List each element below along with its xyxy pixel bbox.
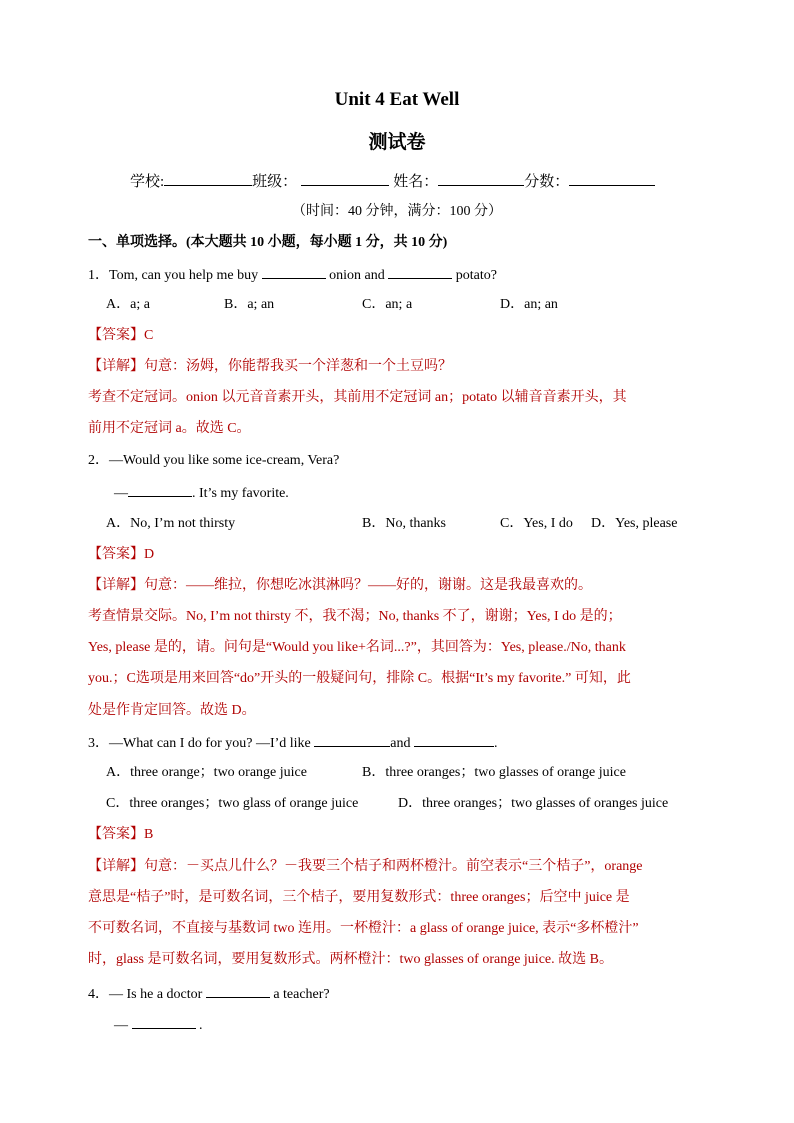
- q3-explain-line: 【详解】句意：－买点儿什么？－我要三个桔子和两杯橙汁。前空表示“三个桔子”，orange: [88, 859, 643, 874]
- q3-explain-line: 意思是“桔子”时，是可数名词，三个桔子，要用复数形式：three oranges；后空中 juice 是: [88, 890, 630, 905]
- q2-option-d[interactable]: D．Yes, please: [591, 516, 678, 531]
- q3-option-d[interactable]: D．three oranges；two glasses of oranges juice: [398, 796, 669, 811]
- question-2-stem: 2．—Would you like some ice-cream, Vera?: [88, 453, 340, 468]
- q1-explain-line: 考查不定冠词。onion 以元音音素开头，其前用不定冠词 an；potato 以辅音音素开头，其: [88, 390, 627, 405]
- q3-blank-1[interactable]: [314, 732, 390, 747]
- q3-explain-line: 时，glass 是可数名词，要用复数形式。两杯橙汁：two glasses of orange juice. 故选 B。: [88, 952, 613, 967]
- q1-option-d[interactable]: D．an; an: [500, 297, 558, 312]
- q3-option-b[interactable]: B．three oranges；two glasses of orange juice: [362, 765, 626, 780]
- q2-answer: 【答案】D: [88, 547, 155, 562]
- q3-answer: 【答案】B: [88, 827, 154, 842]
- q2-option-a[interactable]: A．No, I’m not thirsty: [106, 516, 236, 531]
- q3-option-c[interactable]: C．three oranges；two glass of orange juice: [106, 796, 359, 811]
- q1-blank-2[interactable]: [388, 264, 452, 279]
- page-title: Unit 4 Eat Well: [334, 89, 460, 110]
- q2-explain-line: you.；C选项是用来回答“do”开头的一般疑问句，排除 C。根据“It’s my favorite.” 可知，此: [88, 671, 631, 686]
- q2-explain-line: 处是作肯定回答。故选 D。: [88, 703, 256, 718]
- name-label: 姓名：: [393, 174, 439, 190]
- question-4-reply: — .: [114, 1014, 203, 1036]
- page-subtitle: 测试卷: [368, 132, 426, 153]
- q4-blank-2[interactable]: [132, 1014, 196, 1029]
- class-blank[interactable]: [301, 171, 389, 186]
- q3-option-a[interactable]: A．three orange；two orange juice: [106, 765, 307, 780]
- question-2-reply: — . It’s my favorite.: [114, 482, 289, 504]
- time-note: （时间：40 分钟，满分：100 分）: [292, 204, 502, 219]
- q1-blank-1[interactable]: [262, 264, 326, 279]
- q2-explain-line: 【详解】句意：——维拉，你想吃冰淇淋吗？——好的，谢谢。这是我最喜欢的。: [88, 578, 592, 593]
- q2-option-b[interactable]: B．No, thanks: [362, 516, 446, 531]
- q2-blank[interactable]: [128, 482, 192, 497]
- q2-explain-line: 考查情景交际。No, I’m not thirsty 不，我不渴；No, thanks 不了，谢谢；Yes, I do 是的；: [88, 609, 622, 624]
- question-1-stem: 1．Tom, can you help me buy onion and potato?: [88, 264, 497, 286]
- q1-answer: 【答案】C: [88, 328, 154, 343]
- q1-explain-line: 【详解】句意：汤姆，你能帮我买一个洋葱和一个土豆吗？: [88, 359, 452, 374]
- q2-explain-line: Yes, please 是的，请。问句是“Would you like+名词...?”，其回答为：Yes, please./No, thank: [88, 640, 626, 655]
- q1-explain-line: 前用不定冠词 a。故选 C。: [88, 421, 251, 436]
- school-label: 学校:: [130, 174, 165, 190]
- q1-option-a[interactable]: A．a; a: [106, 297, 150, 312]
- q3-blank-2[interactable]: [414, 732, 494, 747]
- q1-option-c[interactable]: C．an; a: [362, 297, 413, 312]
- info-row: [130, 171, 655, 192]
- question-3-stem: 3．—What can I do for you? —I’d like and .: [88, 732, 497, 754]
- score-label: 分数：: [524, 174, 570, 190]
- school-blank[interactable]: [164, 171, 252, 186]
- q1-option-b[interactable]: B．a; an: [224, 297, 275, 312]
- section-heading: 一、单项选择。(本大题共 10 小题，每小题 1 分，共 10 分): [88, 235, 448, 250]
- class-label: 班级：: [252, 174, 298, 190]
- q3-explain-line: 不可数名词，不直接与基数词 two 连用。一杯橙汁：a glass of orange juice, 表示“多杯橙汁”: [88, 921, 639, 936]
- name-blank[interactable]: [438, 171, 524, 186]
- question-4-stem: 4．— Is he a doctor a teacher?: [88, 983, 330, 1005]
- q2-option-c[interactable]: C．Yes, I do: [500, 516, 573, 531]
- score-blank[interactable]: [569, 171, 655, 186]
- q4-blank-1[interactable]: [206, 983, 270, 998]
